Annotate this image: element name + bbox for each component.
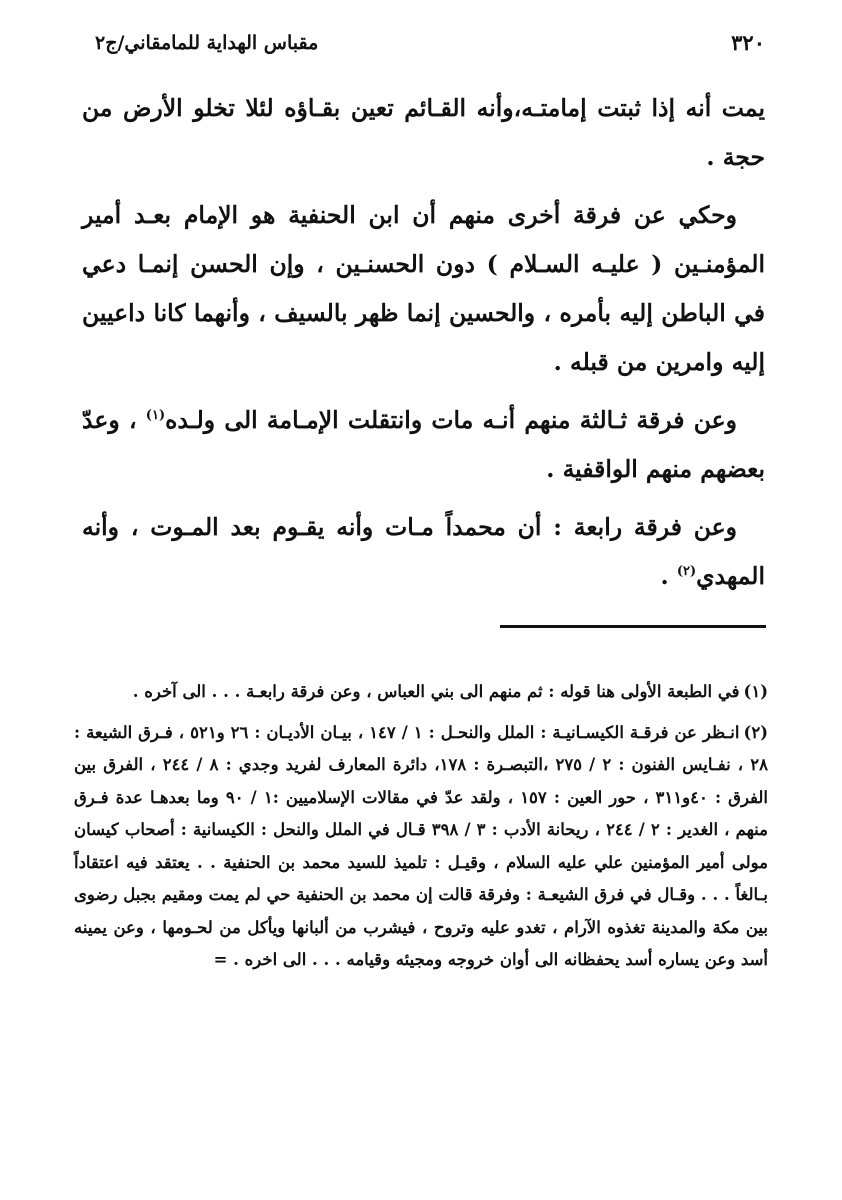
footnote-1-text: في الطبعة الأولى هنا قوله : ثم منهم الى بني العباس ، وعن فرقة رابعـة . . . الى آخره . [132,682,740,701]
page-number: ٣٢٠ [731,30,765,55]
main-text [82,84,765,610]
paragraph-1: يمت أنه إذا ثبتت إمامتـه،وأنه القـائم تعين بقـاؤه لئلا تخلو الأرض من حجة . [82,94,765,171]
paragraph-3 [82,396,765,494]
paragraph-3-text: وعن فرقة ثـالثة منهم أنـه مات وانتقلت الإمـامة الى ولـده [165,406,737,434]
footnote-1 [74,676,768,709]
footnote-2-number: (٢) [743,722,768,742]
paragraph-2: وحكي عن فرقة أخرى منهم أن ابن الحنفية هو الإمام بعـد أمير المؤمنـين ( عليـه السـلام ) دون الحسنـين ، وإن الحسن إنمـا دعي في الباطن إليه بأمره ، والحسين إنما ظهر بالسيف ، وأنهما كانا داعيين إليه وامرين من قبله . [82,201,765,376]
footnotes [74,676,768,985]
footnote-2 [74,717,768,977]
footnote-ref-1: (١) [145,408,166,424]
footnote-2-text: انـظر عن فرقـة الكيسـانيـة : الملل والنحـل : ١ / ١٤٧ ، بيـان الأديـان : ٢٦ و٥٢١ ، فـرق الشيعة : ٢٨ ، نفـايس الفنون : ٢ / ٢٧٥ ،التبصـرة : ١٧٨، دائرة المعارف لفريد وجدي : ٨ / ٢٤٤ ، الفرق بين الفرق : ٤٠و٣١١ ، حور العين : ١٥٧ ، ولقد عدّ في مقالات الإسلاميين :١ / ٩٠ وما بعدهـا عدة فـرق منهم ، الغدير : ٢ / ٢٤٤ ، ريحانة الأدب : ٣ / ٣٩٨ قـال في الملل والنحل : الكيسانية : أصحاب كيسان مولى أمير المؤمنين علي عليه السلام ، وقيـل : تلميذ للسيد محمد بن الحنفية . . يعتقد فيه اعتقاداً بـالغاً . . . وقـال في فرق الشيعـة : وفرقة قالت إن محمد بن الحنفية حي لم يمت ومقيم بجبل رضوى بين مكة والمدينة تغذوه الآرام ، تغدو عليه وتروح ، فيشرب من ألبانها ويأكل من لحـومها ، وعن يمينه أسد وعن يساره أسد يحفظانه الى أوان خروجه ومجيئه وقيامه . . . الى اخره . = [74,722,769,969]
paragraph-4-text-end: . [660,562,677,590]
paragraph-4 [82,503,765,601]
footnote-separator [500,625,766,628]
page-header [95,30,765,64]
paragraph-3-text-end: ، وعدّ بعضهم منهم الواقفية . [82,406,765,483]
footnote-ref-2: (٢) [676,564,697,580]
running-title: مقباس الهداية للمامقاني/ج٢ [95,32,319,54]
footnote-1-number: (١) [743,682,768,701]
paragraph-4-text: وعن فرقة رابعة : أن محمداً مـات وأنه يقـوم بعد المـوت ، وأنه المهدي [82,513,765,590]
